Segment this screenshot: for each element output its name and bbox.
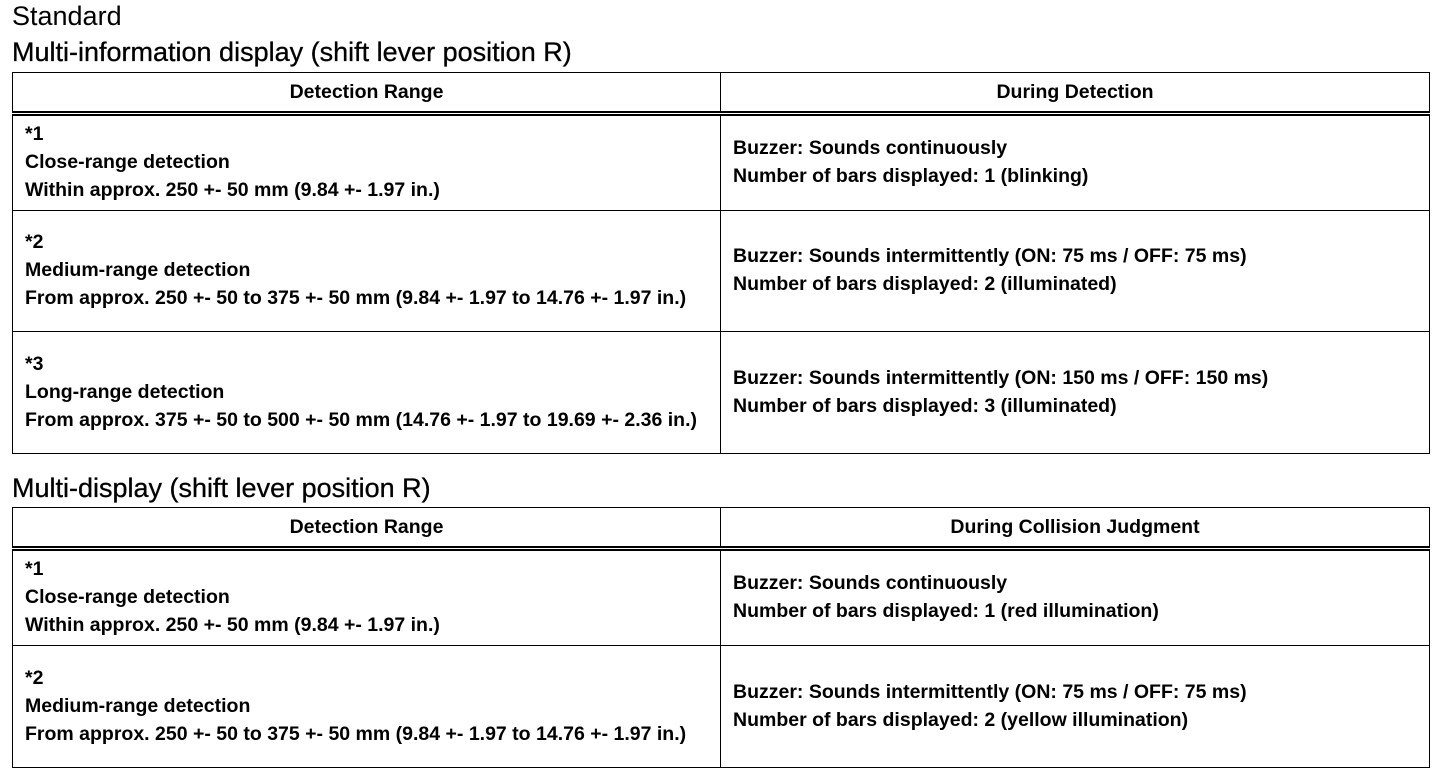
table-header-row [13,73,1430,114]
buzzer-behavior: Buzzer: Sounds intermittently (ON: 75 ms / OFF: 75 ms) [733,680,1247,703]
bars-displayed: Number of bars displayed: 1 (red illumination) [733,600,1159,622]
table-header-row [13,508,1430,549]
header-during-collision-judgment: During Collision Judgment [721,508,1430,549]
bars-displayed: Number of bars displayed: 1 (blinking) [733,165,1089,187]
detection-behavior-cell [721,332,1430,454]
row-mark: *1 [25,123,44,145]
range-value: Within approx. 250 +- 50 mm (9.84 +- 1.97 in.) [25,614,440,636]
table-row [13,332,1430,454]
detection-range-cell [13,549,721,646]
header-detection-range: Detection Range [13,508,721,549]
buzzer-behavior: Buzzer: Sounds intermittently (ON: 150 ms / OFF: 150 ms) [733,366,1269,389]
detection-range-cell [13,646,721,768]
table-row [13,114,1430,211]
section-title-multi-information-display: Multi-information display (shift lever position R) [12,37,572,67]
header-during-detection: During Detection [721,73,1430,114]
table-row [13,646,1430,768]
table-row [13,211,1430,332]
range-value: From approx. 375 +- 50 to 500 +- 50 mm (14.76 +- 1.97 to 19.69 +- 2.36 in.) [25,408,697,431]
bars-displayed: Number of bars displayed: 3 (illuminated) [733,394,1117,417]
multi-information-display-table [12,72,1430,454]
range-name: Close-range detection [25,586,230,608]
detection-behavior-cell [721,646,1430,768]
range-value: From approx. 250 +- 50 to 375 +- 50 mm (9.84 +- 1.97 to 14.76 +- 1.97 in.) [25,287,687,309]
bars-displayed: Number of bars displayed: 2 (illuminated) [733,273,1117,295]
row-mark: *3 [25,352,44,375]
range-name: Medium-range detection [25,259,251,281]
detection-range-cell [13,114,721,211]
table-row [13,549,1430,646]
bars-displayed: Number of bars displayed: 2 (yellow illumination) [733,708,1189,731]
range-name: Medium-range detection [25,694,251,717]
header-detection-range: Detection Range [13,73,721,114]
row-mark: *2 [25,231,44,253]
range-name: Close-range detection [25,151,230,173]
row-mark: *1 [25,558,44,580]
section-title-multi-display: Multi-display (shift lever position R) [12,473,431,503]
row-mark: *2 [25,666,44,689]
buzzer-behavior: Buzzer: Sounds intermittently (ON: 75 ms / OFF: 75 ms) [733,245,1247,267]
buzzer-behavior: Buzzer: Sounds continuously [733,137,1008,159]
range-value: Within approx. 250 +- 50 mm (9.84 +- 1.97 in.) [25,179,440,201]
page-heading: Standard [12,1,122,31]
detection-range-cell [13,332,721,454]
multi-display-table [12,507,1430,768]
buzzer-behavior: Buzzer: Sounds continuously [733,572,1008,594]
detection-behavior-cell [721,114,1430,211]
range-name: Long-range detection [25,380,225,403]
detection-behavior-cell [721,549,1430,646]
detection-range-cell [13,211,721,332]
detection-behavior-cell [721,211,1430,332]
range-value: From approx. 250 +- 50 to 375 +- 50 mm (9.84 +- 1.97 to 14.76 +- 1.97 in.) [25,722,687,745]
